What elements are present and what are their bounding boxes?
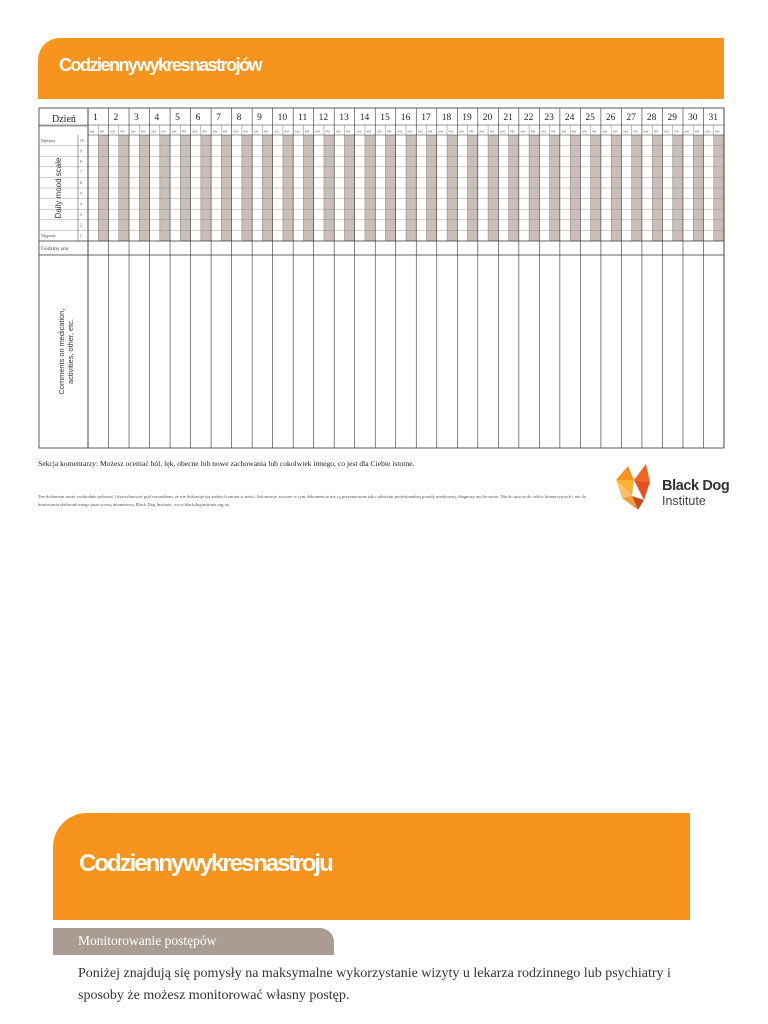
day-number: 16: [400, 113, 411, 123]
am-label: AM: [458, 129, 464, 134]
pm-label: PM: [489, 129, 494, 134]
am-label: AM: [151, 129, 156, 134]
am-label: AM: [581, 129, 587, 134]
pm-label: PM: [653, 129, 659, 134]
pm-label: PM: [428, 129, 433, 134]
pm-label: PM: [633, 129, 638, 134]
am-label: AM: [376, 129, 382, 134]
pm-label: PM: [694, 129, 700, 134]
am-label: AM: [89, 129, 95, 134]
am-label: AM: [130, 129, 136, 134]
day-number: 10: [277, 113, 288, 123]
pm-label: PM: [304, 129, 310, 134]
am-label: AM: [315, 129, 321, 134]
am-label: AM: [233, 129, 238, 134]
section-heading: Monitorowanie postępów: [78, 933, 217, 948]
scale-value: 1: [80, 234, 82, 239]
am-label: AM: [294, 129, 300, 134]
am-label: AM: [356, 129, 362, 134]
am-label: AM: [602, 129, 608, 134]
day-number: 18: [441, 113, 452, 123]
am-label: AM: [110, 129, 115, 134]
pm-label: PM: [366, 129, 371, 134]
comments-axis-label-line: activities, other, etc.: [66, 319, 75, 384]
am-label: AM: [663, 129, 669, 134]
am-label: AM: [479, 129, 485, 134]
day-number: 14: [359, 113, 370, 123]
day-number: 20: [482, 113, 493, 123]
am-label: AM: [335, 129, 341, 134]
day-number: 23: [544, 113, 554, 123]
am-label: AM: [212, 129, 218, 134]
pm-label: PM: [345, 129, 351, 134]
pm-label: PM: [243, 129, 248, 134]
mood-axis-label: Daily mood scale: [54, 157, 63, 219]
am-label: AM: [397, 129, 403, 134]
disclaimer: Ten dokument może swobodnie pobierać i dystrybuować pod warunkiem, że nie dokonuje się żadnych zmian w treści. Informacje zawarte w tym dokumencie nie są przeznaczone jako substytut profesjonalnej porady medycznej, diagnozy ani leczenia. Nie do użycia do celów komercyjnych i nie do hostowania elektronicznego poza stroną internetową Black Dog Institute. www.blackdoginstitute.org.au: [38, 494, 587, 507]
day-number: 8: [236, 113, 242, 123]
intro-paragraph: Poniżej znajdują się pomysły na maksymalne wykorzystanie wizyty u lekarza rodzinnego lub psychiatry i sposoby że możesz monitorować własny postęp.: [78, 966, 671, 1003]
pm-label: PM: [592, 129, 597, 134]
day-number: 31: [708, 113, 718, 123]
am-label: AM: [643, 129, 649, 134]
scale-value: 4: [80, 202, 82, 207]
day-header-label: Dzień: [52, 114, 76, 125]
day-number: 22: [523, 113, 534, 123]
day-number: 13: [339, 113, 349, 123]
am-label: AM: [192, 129, 197, 134]
comments-note: Sekcja komentarzy: Możesz oceniać ból, lęk, obecne lub nowe zachowania lub cokolwiek innego, co jest dla Ciebie istotne.: [38, 459, 415, 468]
pm-label: PM: [140, 129, 146, 134]
pm-label: PM: [612, 129, 618, 134]
am-label: AM: [253, 129, 259, 134]
scale-value: 9: [80, 149, 82, 154]
day-number: 24: [564, 113, 575, 123]
pm-label: PM: [120, 129, 125, 134]
day-number: 3: [134, 113, 139, 123]
scale-value: 10: [80, 138, 84, 143]
pm-label: PM: [448, 129, 453, 134]
day-number: 11: [298, 113, 308, 123]
scale-value: 2: [80, 223, 82, 228]
logo-text-line2: Institute: [662, 494, 706, 508]
pm-label: PM: [99, 129, 105, 134]
am-label: AM: [417, 129, 423, 134]
comments-axis-label-line: Comments on medication,: [57, 308, 66, 395]
pm-label: PM: [674, 129, 679, 134]
am-label: AM: [438, 129, 444, 134]
am-label: AM: [499, 129, 505, 134]
dog-head-icon: [612, 460, 662, 514]
day-number: 19: [462, 113, 472, 123]
day-number: 17: [421, 113, 431, 123]
worst-label: Najgorszy: [41, 234, 56, 239]
pm-label: PM: [551, 129, 556, 134]
day-number: 27: [626, 113, 636, 123]
day-number: 5: [175, 113, 180, 123]
black-dog-logo: [596, 458, 736, 516]
am-label: AM: [561, 129, 567, 134]
scale-value: 3: [80, 213, 82, 217]
pm-label: PM: [407, 129, 412, 134]
am-label: AM: [704, 129, 710, 134]
pm-label: PM: [222, 129, 228, 134]
pm-label: PM: [161, 129, 166, 134]
day-number: 26: [605, 113, 616, 123]
am-label: AM: [520, 129, 526, 134]
scale-value: 6: [80, 181, 82, 186]
pm-label: PM: [510, 129, 515, 134]
day-number: 4: [154, 113, 160, 123]
day-number: 30: [687, 113, 698, 123]
chart-title: Codzienny wykres nastrojów: [59, 55, 262, 75]
pm-label: PM: [571, 129, 576, 134]
day-number: 21: [503, 113, 513, 123]
am-label: AM: [274, 129, 279, 134]
pm-label: PM: [715, 129, 720, 134]
pm-label: PM: [386, 129, 392, 134]
day-number: 15: [380, 113, 390, 123]
pm-label: PM: [469, 129, 474, 134]
comments-axis-label: [57, 309, 75, 395]
mood-chart-grid: [0, 0, 768, 460]
day-number: 9: [257, 113, 262, 123]
sleep-label: Godziny snu: [41, 246, 69, 252]
am-label: AM: [684, 129, 690, 134]
pm-label: PM: [263, 129, 269, 134]
pm-label: PM: [181, 129, 187, 134]
scale-value: 7: [80, 170, 82, 175]
logo-text-line1: Black Dog: [662, 478, 730, 494]
pm-label: PM: [530, 129, 535, 134]
day-number: 7: [216, 113, 221, 123]
day-number: 1: [93, 113, 98, 123]
best-label: Najlepszy: [41, 138, 56, 143]
am-label: AM: [622, 129, 628, 134]
section-heading-bar: [53, 928, 334, 955]
page2-title-banner: [53, 813, 690, 920]
day-number: 29: [667, 113, 677, 123]
scale-value: 8: [80, 160, 82, 164]
day-number: 12: [318, 113, 329, 123]
am-label: AM: [171, 129, 177, 134]
day-number: 25: [585, 113, 595, 123]
scale-value: 5: [80, 191, 82, 196]
day-number: 28: [646, 113, 657, 123]
pm-label: PM: [202, 129, 207, 134]
day-number: 6: [195, 113, 201, 123]
page2-title: Codzienny wykres nastroju: [79, 850, 332, 877]
day-number: 2: [113, 113, 119, 123]
pm-label: PM: [325, 129, 330, 134]
pm-label: PM: [284, 129, 289, 134]
am-label: AM: [540, 129, 546, 134]
